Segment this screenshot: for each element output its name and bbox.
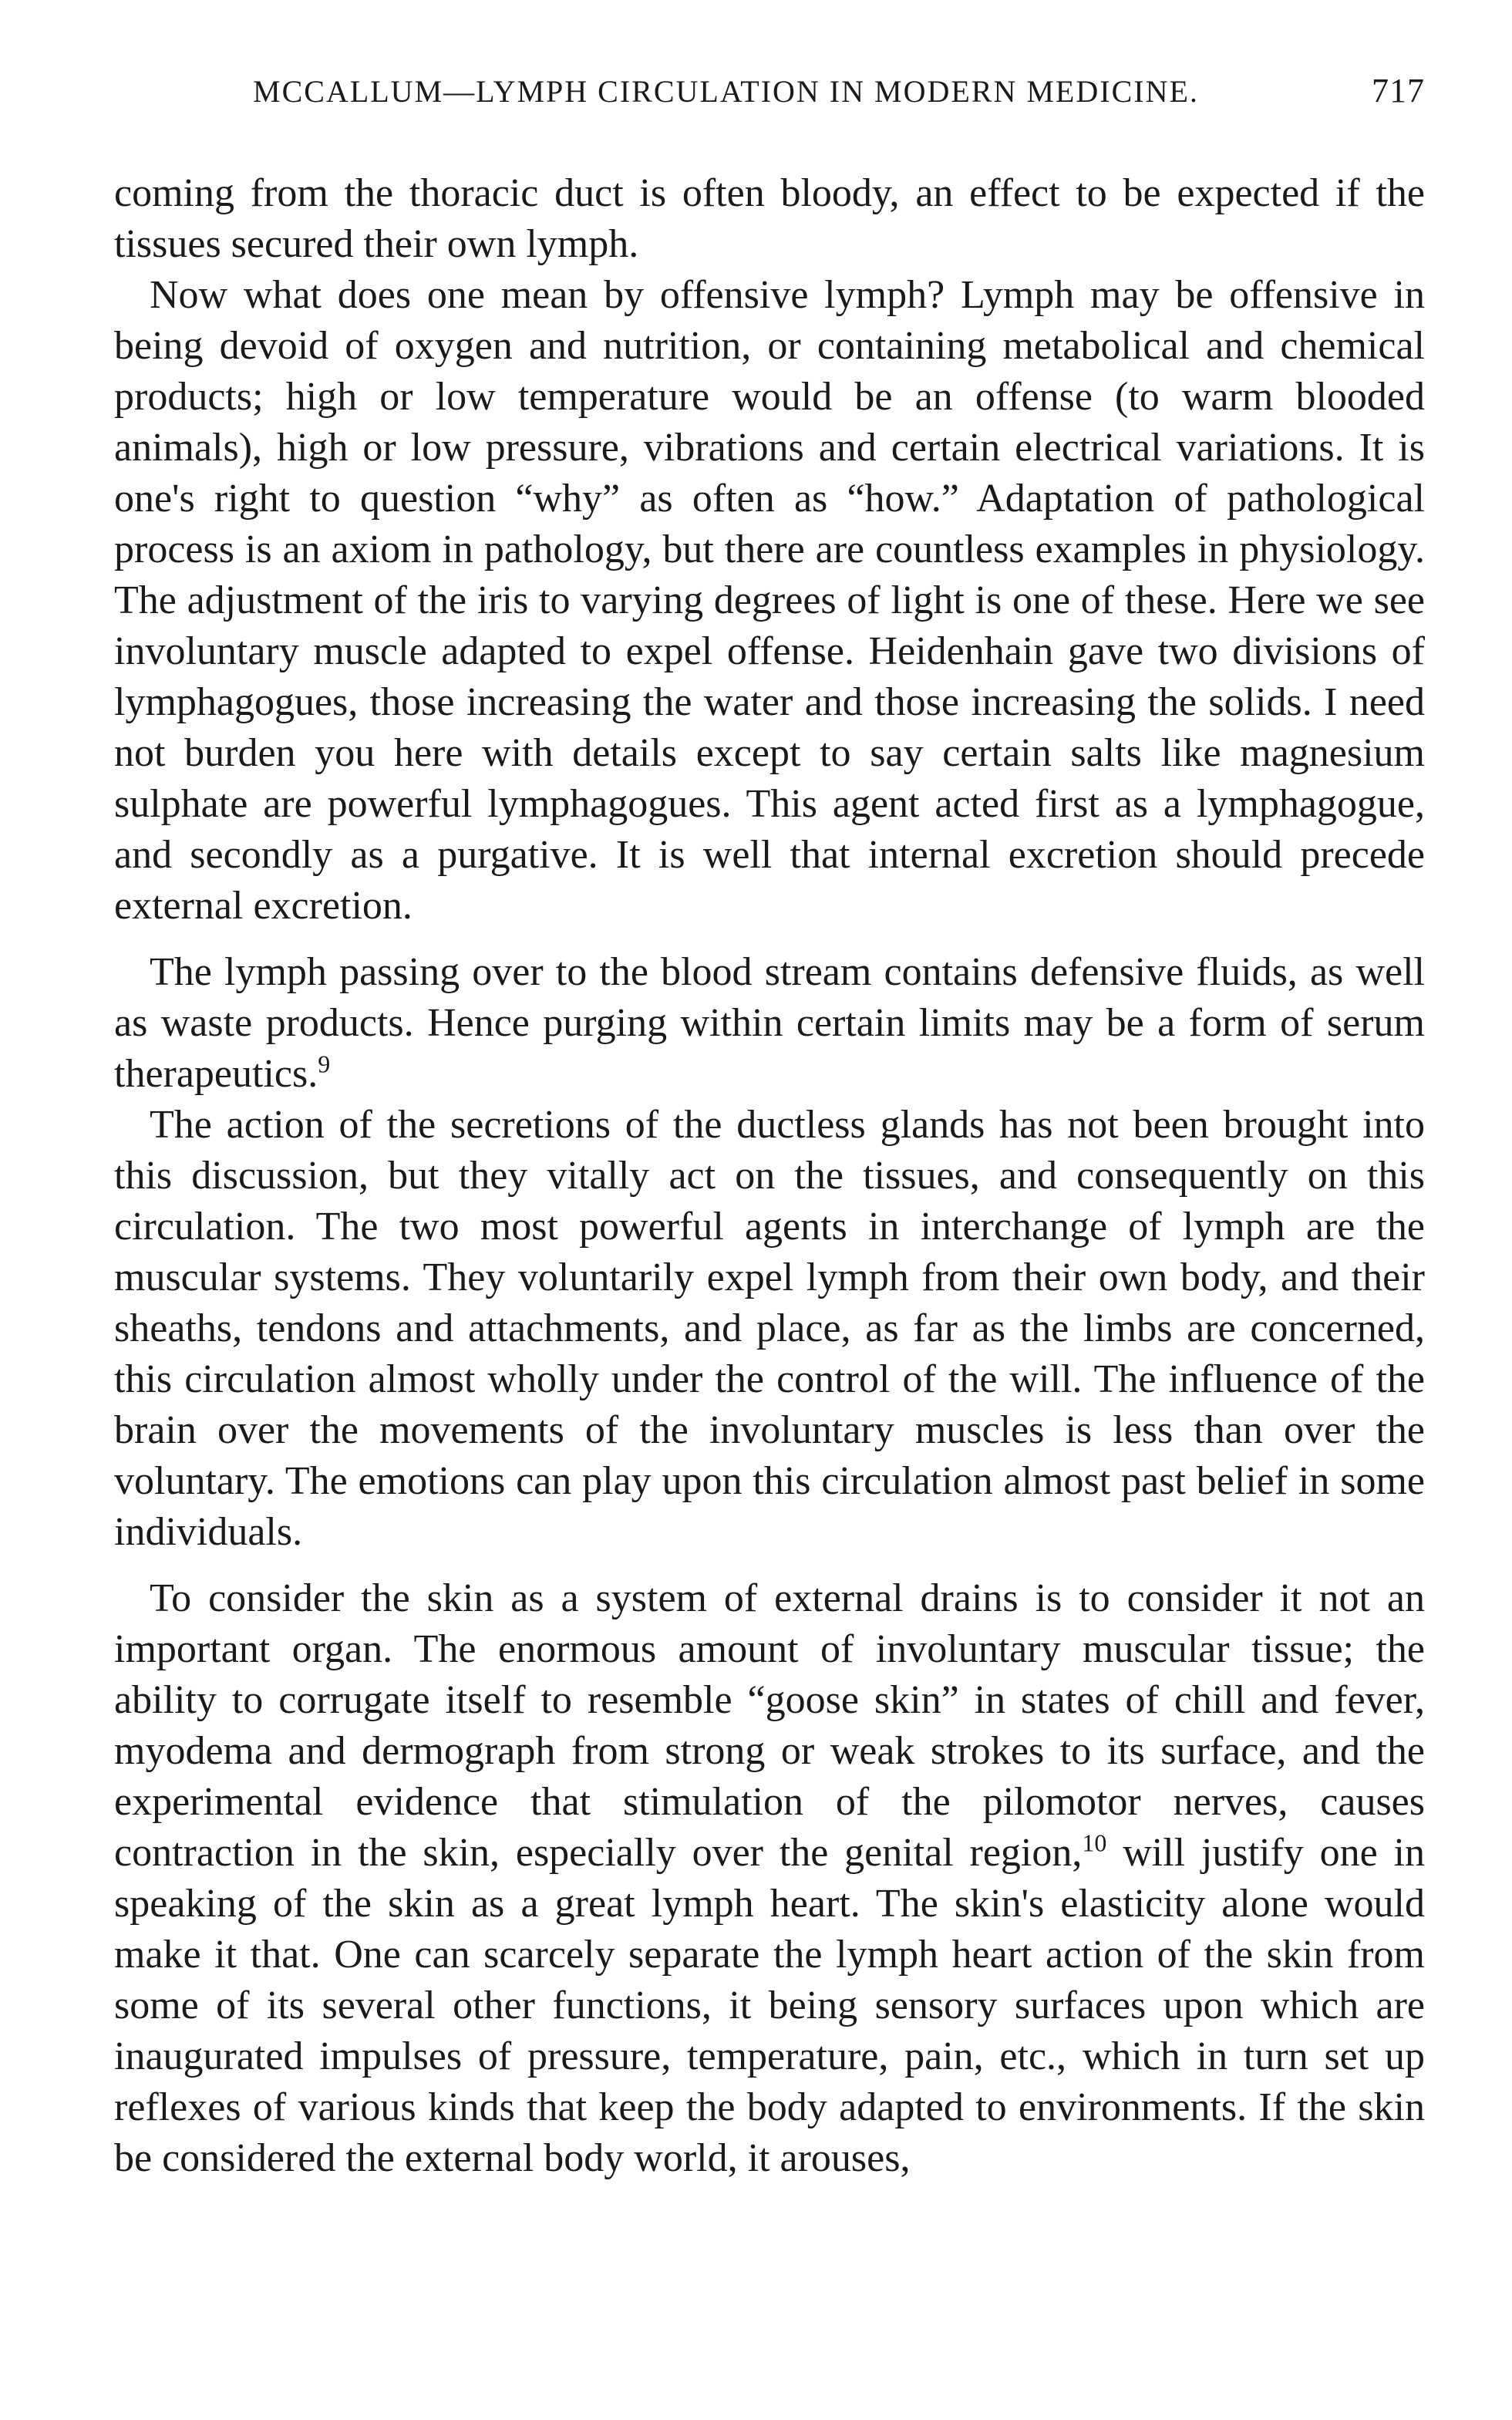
document-page xyxy=(114,71,1425,2184)
paragraph-text: The action of the secretions of the ductless glands has not been brought into this discussion, but they vitally act on the tissues, and consequently on this circulation. The two most powerful agents in interchange of lymph are the muscular systems. They voluntarily expel lymph from their own body, and their sheaths, tendons and attachments, and place, as far as the limbs are concerned, this circulation almost wholly under the control of the will. The influence of the brain over the movements of the involuntary muscles is less than over the voluntary. The emotions can play upon this circulation almost past belief in some individuals. xyxy=(114,1103,1425,1554)
paragraph-offensive-lymph xyxy=(114,270,1425,932)
body-text xyxy=(114,168,1425,2184)
paragraph-text-before-footnote: To consider the skin as a system of external drains is to consider it not an important organ. The enormous amount of involuntary muscular tissue; the ability to corrugate itself to resemble “goose skin” in states of chill and fever, myodema and dermograph from strong or weak strokes to its surface, and the experimental evidence that stimulation of the pilomotor nerves, causes contraction in the skin, especially over the genital region, xyxy=(114,1576,1425,1875)
footnote-marker: 9 xyxy=(318,1050,331,1078)
running-title: MCCALLUM—LYMPH CIRCULATION IN MODERN MEDICINE. xyxy=(253,74,1199,109)
paragraph-text-after-footnote: will justify one in speaking of the skin as a great lymph heart. The skin's elasticity alone would make it that. One can scarcely separate the lymph heart action of the skin from some of its several other functions, it being sensory surfaces upon which are inaugurated impulses of pressure, temperature, pain, etc., which in turn set up reflexes of various kinds that keep the body adapted to environments. If the skin be considered the external body world, it arouses, xyxy=(114,1831,1425,2180)
paragraph-text: The lymph passing over to the blood stream contains defensive fluids, as well as waste products. Hence purging within certain limits may be a form of serum therapeutics. xyxy=(114,950,1425,1096)
paragraph-ductless-glands xyxy=(114,1100,1425,1558)
paragraph-continuation xyxy=(114,168,1425,270)
paragraph-skin-drains xyxy=(114,1573,1425,2184)
page-number: 717 xyxy=(1372,72,1425,110)
paragraph-text: Now what does one mean by offensive lymph? Lymph may be offensive in being devoid of oxygen and nutrition, or containing metabolical and chemical products; high or low temperature would be an offense (to warm blooded animals), high or low pressure, vibrations and certain electrical variations. It is one's right to question “why” as often as “how.” Adaptation of pathological process is an axiom in pathology, but there are countless examples in physiology. The adjustment of the iris to varying degrees of light is one of these. Here we see involuntary muscle adapted to expel offense. Heidenhain gave two divisions of lymphagogues, those increasing the water and those increasing the solids. I need not burden you here with details except to say certain salts like magnesium sulphate are powerful lymphagogues. This agent acted first as a lymphagogue, and secondly as a purgative. It is well that internal excretion should precede external excretion. xyxy=(114,273,1425,928)
paragraph-text: coming from the thoracic duct is often bloody, an effect to be expected if the tissues secured their own lymph. xyxy=(114,171,1425,266)
footnote-marker: 10 xyxy=(1082,1828,1107,1857)
paragraph-defensive-fluids xyxy=(114,947,1425,1100)
running-header xyxy=(114,71,1425,119)
